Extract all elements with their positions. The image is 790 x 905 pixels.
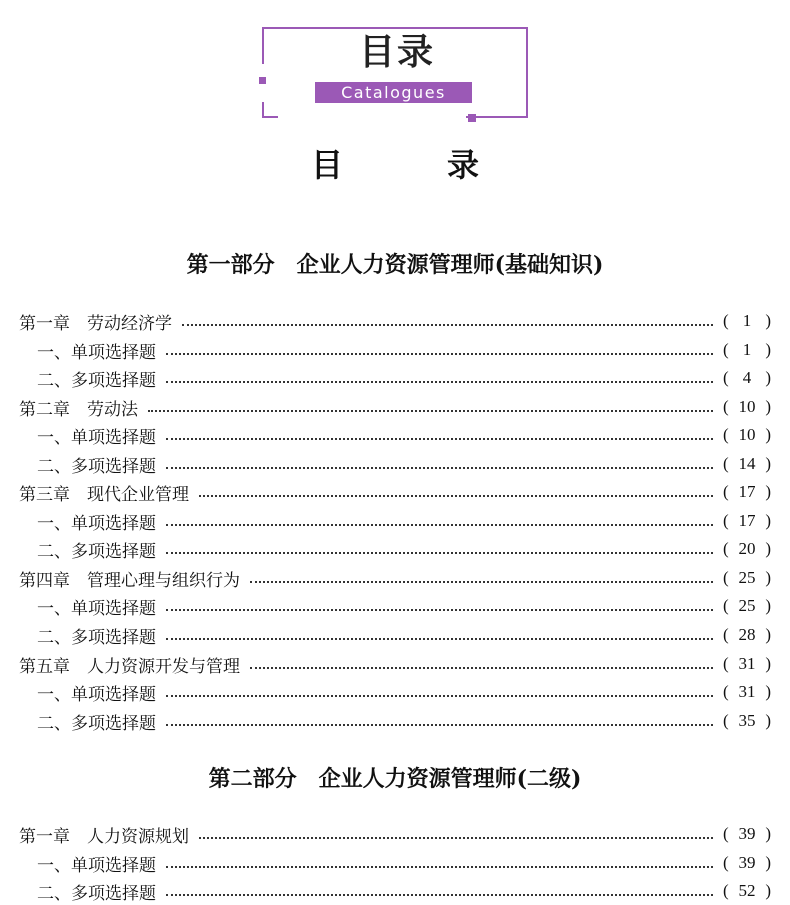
toc-section[interactable] (37, 507, 771, 535)
toc-leader-dots (166, 550, 713, 554)
toc-chapter[interactable] (19, 307, 771, 335)
toc-label: 第一章 劳动经济学 (19, 313, 172, 334)
toc-section[interactable] (37, 707, 771, 735)
toc-label: 第五章 人力资源开发与管理 (19, 656, 240, 677)
toc-leader-dots (250, 665, 713, 669)
toc-leader-dots (166, 607, 713, 611)
frame-gap-bottom (278, 114, 466, 122)
toc-leader-dots (166, 693, 713, 697)
toc-page: ( 4 ) (723, 368, 771, 387)
toc-page: ( 17 ) (723, 511, 771, 530)
toc-label: 第三章 现代企业管理 (19, 484, 189, 505)
toc-leader-dots (166, 351, 713, 355)
toc-section[interactable] (37, 849, 771, 877)
toc-section[interactable] (37, 336, 771, 364)
toc-page: ( 10 ) (723, 397, 771, 416)
toc-chapter[interactable] (19, 393, 771, 421)
toc-leader-dots (166, 864, 713, 868)
toc-leader-dots (166, 436, 713, 440)
toc-page: ( 17 ) (723, 482, 771, 501)
part-title: 第二部分 企业人力资源管理师(二级) (208, 766, 582, 792)
toc-section[interactable] (37, 621, 771, 649)
toc-page: ( 28 ) (723, 625, 771, 644)
toc-chapter[interactable] (19, 478, 771, 506)
toc-leader-dots (166, 722, 713, 726)
catalogue-header-title: 目录 (358, 32, 435, 73)
toc-leader-dots (166, 892, 713, 896)
toc-section[interactable] (37, 364, 771, 392)
toc-label: 第二章 劳动法 (19, 399, 138, 420)
toc-page: ( 10 ) (723, 425, 771, 444)
toc-chapter[interactable] (19, 820, 771, 848)
toc-section[interactable] (37, 450, 771, 478)
toc-chapter[interactable] (19, 650, 771, 678)
toc-page: ( 35 ) (723, 711, 771, 730)
toc-leader-dots (166, 636, 713, 640)
toc-chapter[interactable] (19, 564, 771, 592)
page-title-left: 目 (310, 146, 343, 184)
toc-label: 第四章 管理心理与组织行为 (19, 570, 240, 591)
toc-leader-dots (148, 408, 713, 412)
toc-page: ( 20 ) (723, 539, 771, 558)
frame-accent-square-bottom (468, 114, 476, 122)
toc-section[interactable] (37, 421, 771, 449)
toc-label: 二、多项选择题 (37, 370, 156, 391)
toc-label: 一、单项选择题 (37, 342, 156, 363)
page-title-right: 录 (447, 146, 480, 184)
toc-leader-dots (182, 322, 713, 326)
toc-label: 二、多项选择题 (37, 883, 156, 904)
toc-leader-dots (166, 379, 713, 383)
toc-page: ( 39 ) (723, 824, 771, 843)
toc-leader-dots (166, 465, 713, 469)
toc-page: ( 52 ) (723, 881, 771, 900)
toc-page: ( 25 ) (723, 568, 771, 587)
toc-section[interactable] (37, 678, 771, 706)
toc-page: ( 31 ) (723, 654, 771, 673)
toc-page: ( 1 ) (723, 311, 771, 330)
toc-label: 一、单项选择题 (37, 684, 156, 705)
toc-section[interactable] (37, 592, 771, 620)
toc-leader-dots (250, 579, 713, 583)
toc-label: 一、单项选择题 (37, 855, 156, 876)
catalogue-header-subtitle: Catalogues (315, 82, 472, 103)
toc-label: 一、单项选择题 (37, 513, 156, 534)
toc-label: 第一章 人力资源规划 (19, 826, 189, 847)
toc-leader-dots (166, 522, 713, 526)
toc-label: 二、多项选择题 (37, 713, 156, 734)
toc-page: ( 39 ) (723, 853, 771, 872)
toc-page: ( 14 ) (723, 454, 771, 473)
toc-leader-dots (199, 835, 713, 839)
toc-page: ( 1 ) (723, 340, 771, 359)
part-title: 第一部分 企业人力资源管理师(基础知识) (186, 252, 604, 278)
toc-leader-dots (199, 493, 713, 497)
toc-label: 一、单项选择题 (37, 598, 156, 619)
toc-label: 一、单项选择题 (37, 427, 156, 448)
toc-page: ( 31 ) (723, 682, 771, 701)
toc-section[interactable] (37, 535, 771, 563)
page-title (0, 143, 790, 187)
toc-label: 二、多项选择题 (37, 541, 156, 562)
toc-label: 二、多项选择题 (37, 627, 156, 648)
toc-section[interactable] (37, 877, 771, 905)
toc-label: 二、多项选择题 (37, 456, 156, 477)
frame-accent-square-left (259, 77, 266, 84)
toc-page: ( 25 ) (723, 596, 771, 615)
